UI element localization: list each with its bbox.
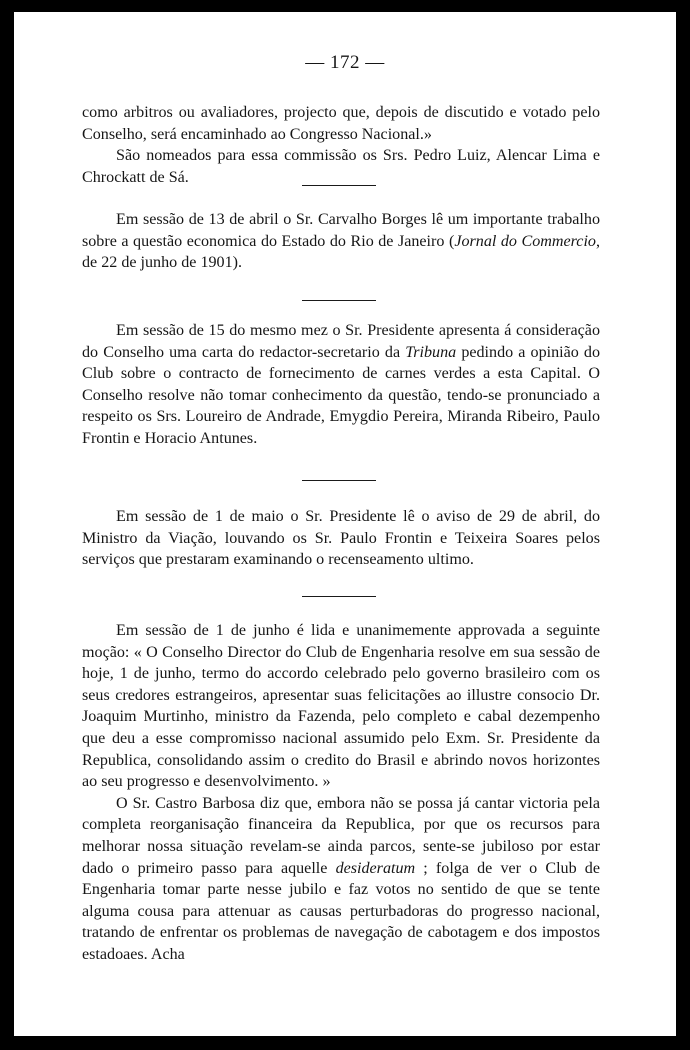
text-block-1 (82, 102, 600, 188)
text-block-2 (82, 209, 600, 274)
paragraph: Em sessão de 1 de maio o Sr. Presidente lê o aviso de 29 de abril, do Ministro da Viação, louvando os Sr. Paulo Frontin e Teixeira Soares pelos serviços que prestaram examinando o recenseamento ultimo. (82, 508, 600, 569)
section-divider (302, 480, 376, 481)
paragraph: O Sr. Castro Barbosa diz que, embora não se possa já cantar victoria pela completa reorganisação financeira da Republica, por que os recursos para melhorar nossa situação revelam-se ainda parcos, sente-se jubiloso por estar dado o primeiro passo para aquelle desideratum ; folga de ver o Club de Engenharia tomar parte nesse jubilo e faz votos no sentido de que se tente alguma cousa para attenuar as causas perturbadoras do progresso nacional, tratando de enfrentar os problemas de navegação de cabotagem e dos impostos estadoaes. Acha (82, 794, 600, 963)
section-divider (302, 185, 376, 186)
paragraph: Em sessão de 1 de junho é lida e unanimemente approvada a seguinte moção: « O Conselho Director do Club de Engenharia resolve em sua sessão de hoje, 1 de junho, termo do accordo celebrado pelo governo brasileiro com os seus credores estrangeiros, apresentar suas felicitações ao illustre consocio Dr. Joaquim Murtinho, ministro da Fazenda, pelo completo e cabal dezempenho que deu a esse compromisso nacional assumido pelo Exm. Sr. Presidente da Republica, consolidando assim o credito do Brasil e abrindo novos horizontes ao seu progresso e desenvolvimento. » (82, 622, 600, 791)
text-block-3 (82, 320, 600, 450)
section-divider (302, 596, 376, 597)
section-divider (302, 300, 376, 301)
page-number: — 172 — (305, 52, 385, 73)
paragraph: São nomeados para essa commissão os Srs. Pedro Luiz, Alencar Lima e Chrockatt de Sá. (82, 147, 600, 186)
paragraph: Em sessão de 13 de abril o Sr. Carvalho Borges lê um importante trabalho sobre a questão economica do Estado do Rio de Janeiro (Jornal do Commercio, de 22 de junho de 1901). (82, 211, 601, 272)
text-block-5 (82, 620, 600, 966)
paragraph: como arbitros ou avaliadores, projecto que, depois de discutido e votado pelo Conselho, será encaminhado ao Congresso Nacional.» (82, 104, 600, 143)
paragraph: Em sessão de 15 do mesmo mez o Sr. Presidente apresenta á consideração do Conselho uma carta do redactor-secretario da Tribuna pedindo a opinião do Club sobre o contracto de fornecimento de carnes verdes a esta Capital. O Conselho resolve não tomar conhecimento da questão, tendo-se pronunciado a respeito os Srs. Loureiro de Andrade, Emygdio Pereira, Miranda Ribeiro, Paulo Frontin e Horacio Antunes. (82, 322, 601, 447)
book-page (14, 12, 676, 1036)
text-block-4 (82, 506, 600, 571)
